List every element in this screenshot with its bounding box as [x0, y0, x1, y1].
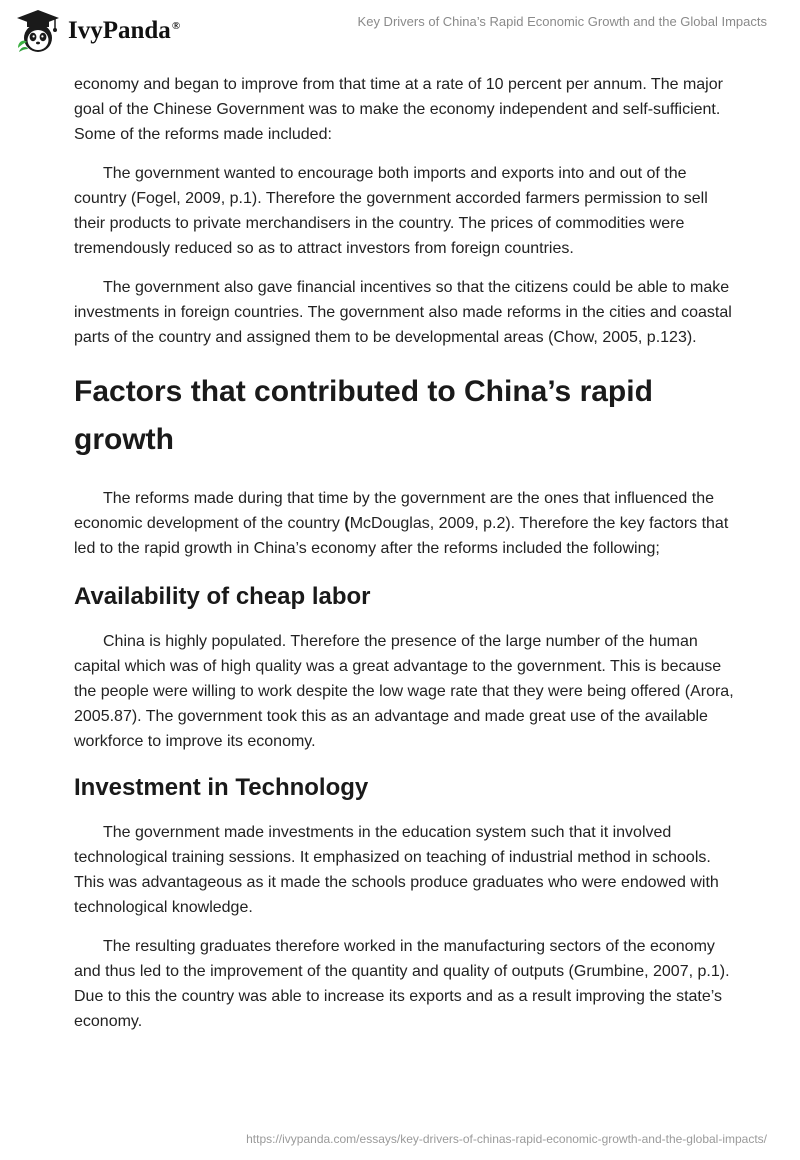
essay-body — [74, 70, 734, 1034]
section-heading: Factors that contributed to China’s rapid growth — [74, 375, 653, 456]
paragraph: economy and began to improve from that time at a rate of 10 percent per annum. The major goal of the Chinese Government was to make the economy independent and self-sufficient. Some of the reforms made included: — [74, 76, 723, 143]
subsection-heading: Investment in Technology — [74, 774, 369, 801]
paragraph: The reforms made during that time by the government are the ones that influenced the economic development of the country (McDouglas, 2009, p.2). Therefore the key factors that led to the rapid growth in China’s economy after the reforms included the following; — [74, 490, 729, 557]
paragraph: The resulting graduates therefore worked in the manufacturing sectors of the economy and thus led to the improvement of the quantity and quality of outputs (Grumbine, 2007, p.1). Due to this the country was able to increase its exports and as a result improving the state’s economy. — [74, 938, 730, 1030]
brand-name: IvyPanda® — [68, 17, 181, 44]
page-header — [0, 0, 800, 70]
paragraph: China is highly populated. Therefore the presence of the large number of the human capital which was of high quality was a great advantage to the government. This is because the people were willing to work despite the low wage rate that they were being offered (Arora, 2005.87). The government took this as an advantage and made great use of the available workforce to improve its economy. — [74, 633, 734, 750]
paragraph: The government made investments in the education system such that it involved technological training sessions. It emphasized on teaching of industrial method in schools. This was advantageous as it made the schools produce graduates who were endowed with technological knowledge. — [74, 824, 719, 916]
subsection-heading: Availability of cheap labor — [74, 583, 371, 610]
logo[interactable] — [14, 8, 180, 54]
document-title: Key Drivers of China’s Rapid Economic Growth and the Global Impacts — [357, 14, 767, 29]
paragraph: The government also gave financial incentives so that the citizens could be able to make investments in foreign countries. The government also made reforms in the cities and coastal parts of the country and assigned them to be developmental areas (Chow, 2005, p.123). — [74, 279, 732, 346]
panda-logo-icon — [14, 8, 62, 54]
source-url-link[interactable]: https://ivypanda.com/essays/key-drivers-of-chinas-rapid-economic-growth-and-the-global-impacts/ — [246, 1132, 767, 1146]
paragraph: The government wanted to encourage both imports and exports into and out of the country (Fogel, 2009, p.1). Therefore the government accorded farmers permission to sell their products to private merchandisers in the country. The prices of commodities were tremendously reduced so as to attract investors from foreign countries. — [74, 165, 708, 257]
